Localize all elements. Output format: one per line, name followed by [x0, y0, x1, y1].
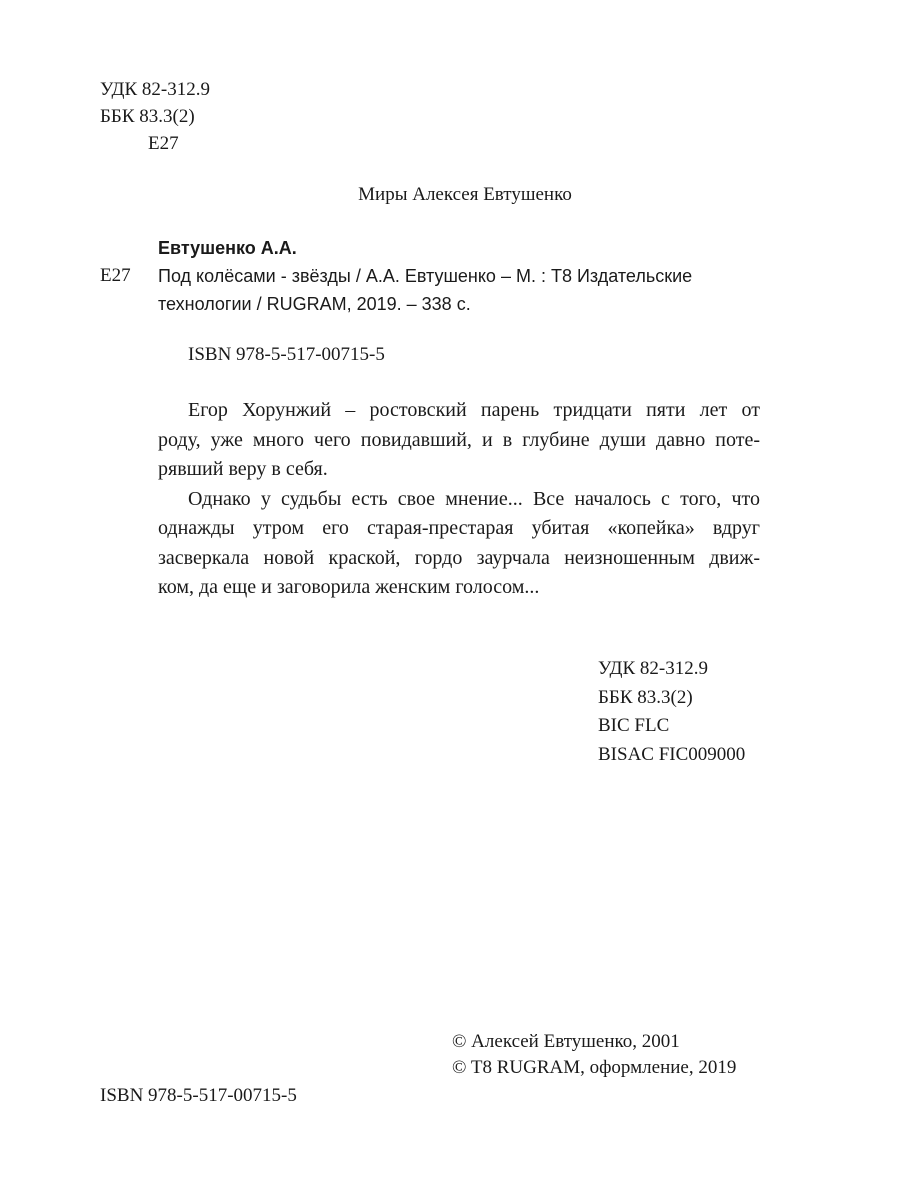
annotation	[158, 396, 760, 603]
annotation-line: Однако у судьбы есть свое мнение... Все началось с того, что	[188, 487, 760, 510]
udk-code-bottom: УДК 82-312.9	[598, 658, 708, 679]
copyright-line: © T8 RUGRAM, оформление, 2019	[452, 1057, 737, 1078]
author-heading: Евтушенко А.А.	[158, 238, 297, 258]
annotation-line: однажды утром его старая-престарая убитая «копейка» вдруг	[158, 517, 760, 539]
annotation-line: засверкала новой краской, гордо заурчала неизношенным движ-	[158, 546, 760, 569]
annotation-line: ком, да еще и заговорила женским голосом...	[158, 576, 540, 598]
udk-code: УДК 82-312.9	[100, 79, 210, 100]
series-title: Миры Алексея Евтушенко	[358, 184, 572, 205]
author-mark: Е27	[148, 133, 179, 154]
annotation-line: рявший веру в себя.	[158, 458, 328, 480]
reference-line: технологии / RUGRAM, 2019. – 338 с.	[158, 294, 471, 314]
catalog-code: Е27	[100, 265, 131, 286]
bbk-code: ББК 83.3(2)	[100, 106, 195, 127]
reference-line: Под колёсами - звёзды / А.А. Евтушенко – М. : T8 Издательские	[158, 266, 693, 286]
bic-code: BIC FLC	[598, 715, 670, 736]
bisac-code: BISAC FIC009000	[598, 743, 746, 765]
isbn-inline: ISBN 978-5-517-00715-5	[188, 344, 385, 365]
annotation-line: Егор Хорунжий – ростовский парень тридцати пяти лет от	[188, 399, 760, 421]
copyright-line: © Алексей Евтушенко, 2001	[452, 1031, 680, 1052]
bbk-code-bottom: ББК 83.3(2)	[598, 686, 693, 708]
classification-block	[598, 655, 745, 769]
isbn-bottom: ISBN 978-5-517-00715-5	[100, 1085, 297, 1106]
bibliographic-reference	[158, 262, 758, 318]
top-index-block	[100, 76, 210, 157]
copyright-block	[452, 1029, 736, 1081]
annotation-line: роду, уже много чего повидавший, и в глубине души давно поте-	[158, 428, 760, 451]
